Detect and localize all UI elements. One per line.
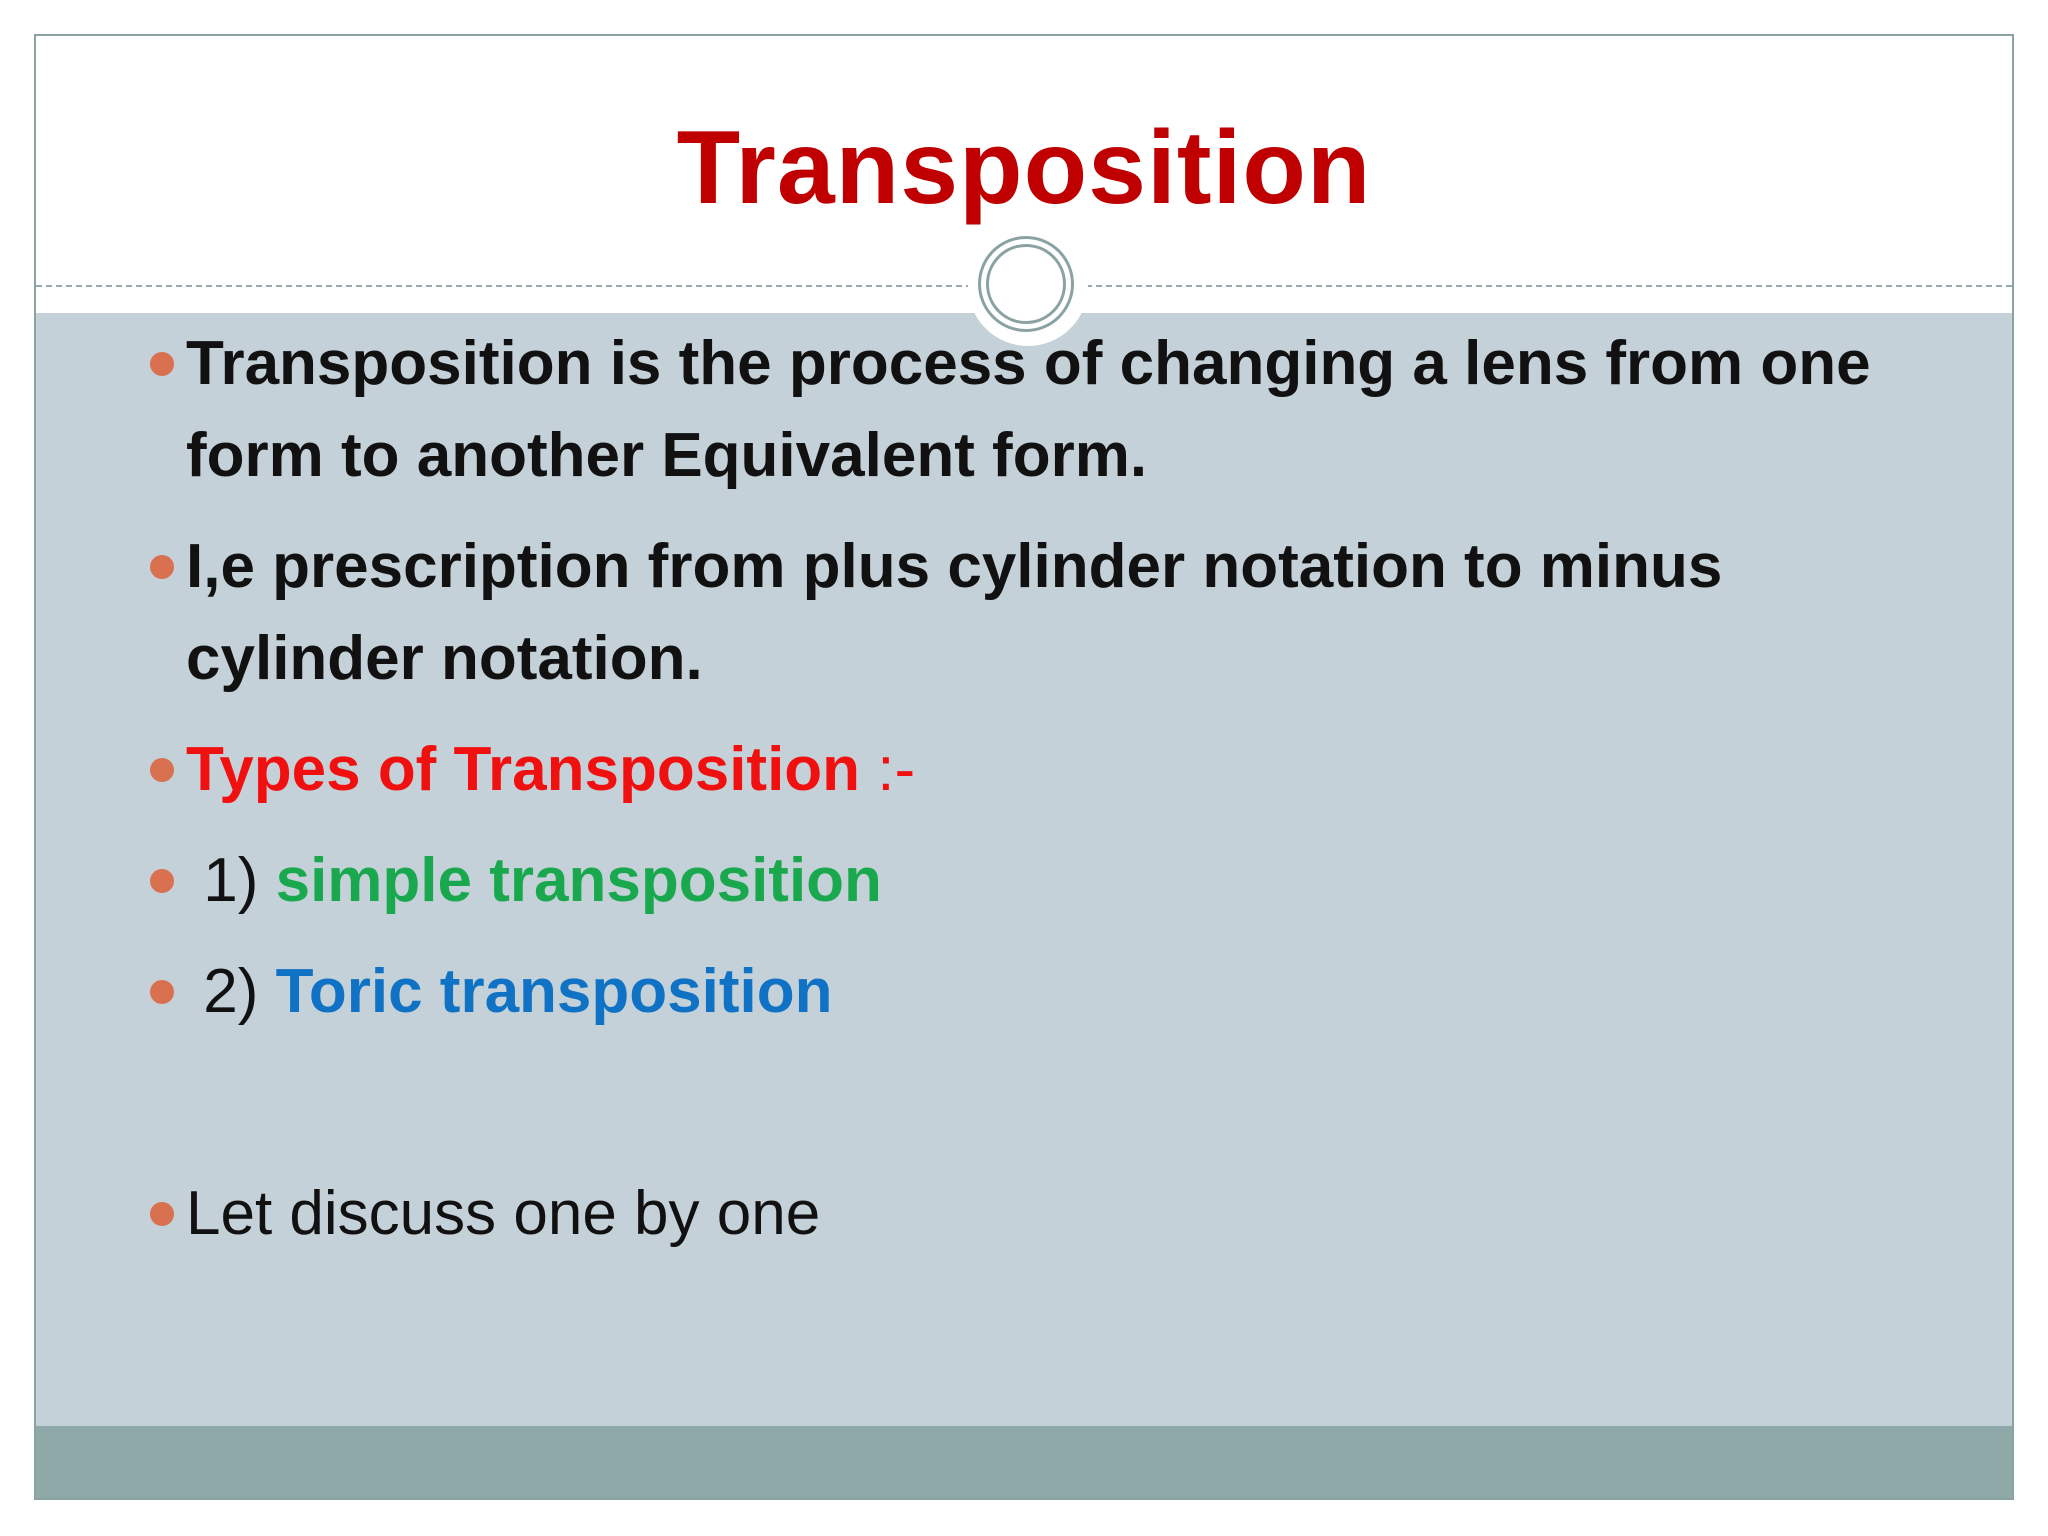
bullet-dot-icon [150,758,174,782]
bullet-list [36,36,2012,1498]
bullet-dot-icon [150,980,174,1004]
bullet-dot-icon [150,352,174,376]
bullet-item-types-heading [186,724,1926,816]
bullet-item-definition [186,318,1926,502]
simple-transposition-text: simple transposition [275,846,882,915]
slide [34,34,2014,1500]
bullet-dot-icon [150,1202,174,1226]
toric-transposition-text: Toric transposition [275,957,833,1026]
bullet-text: Transposition is the process of changing a lens from one form to another Equivalent form. [186,329,1871,490]
bullet-dot-icon [150,869,174,893]
bullet-item-toric [186,946,1926,1038]
bullet-item-closing [186,1168,1926,1260]
item-number: 1) [186,846,276,915]
bullet-text: I,e prescription from plus cylinder notation to minus cylinder notation. [186,532,1723,693]
bullet-dot-icon [150,555,174,579]
item-number: 2) [186,957,276,1026]
slide-title: Transposition [676,110,1372,226]
types-heading-label: Types of Transposition [186,735,861,804]
bullet-text: Let discuss one by one [186,1179,821,1248]
types-heading-suffix: :- [860,735,916,804]
bullet-item-example [186,521,1926,705]
bullet-item-simple [186,835,1926,927]
